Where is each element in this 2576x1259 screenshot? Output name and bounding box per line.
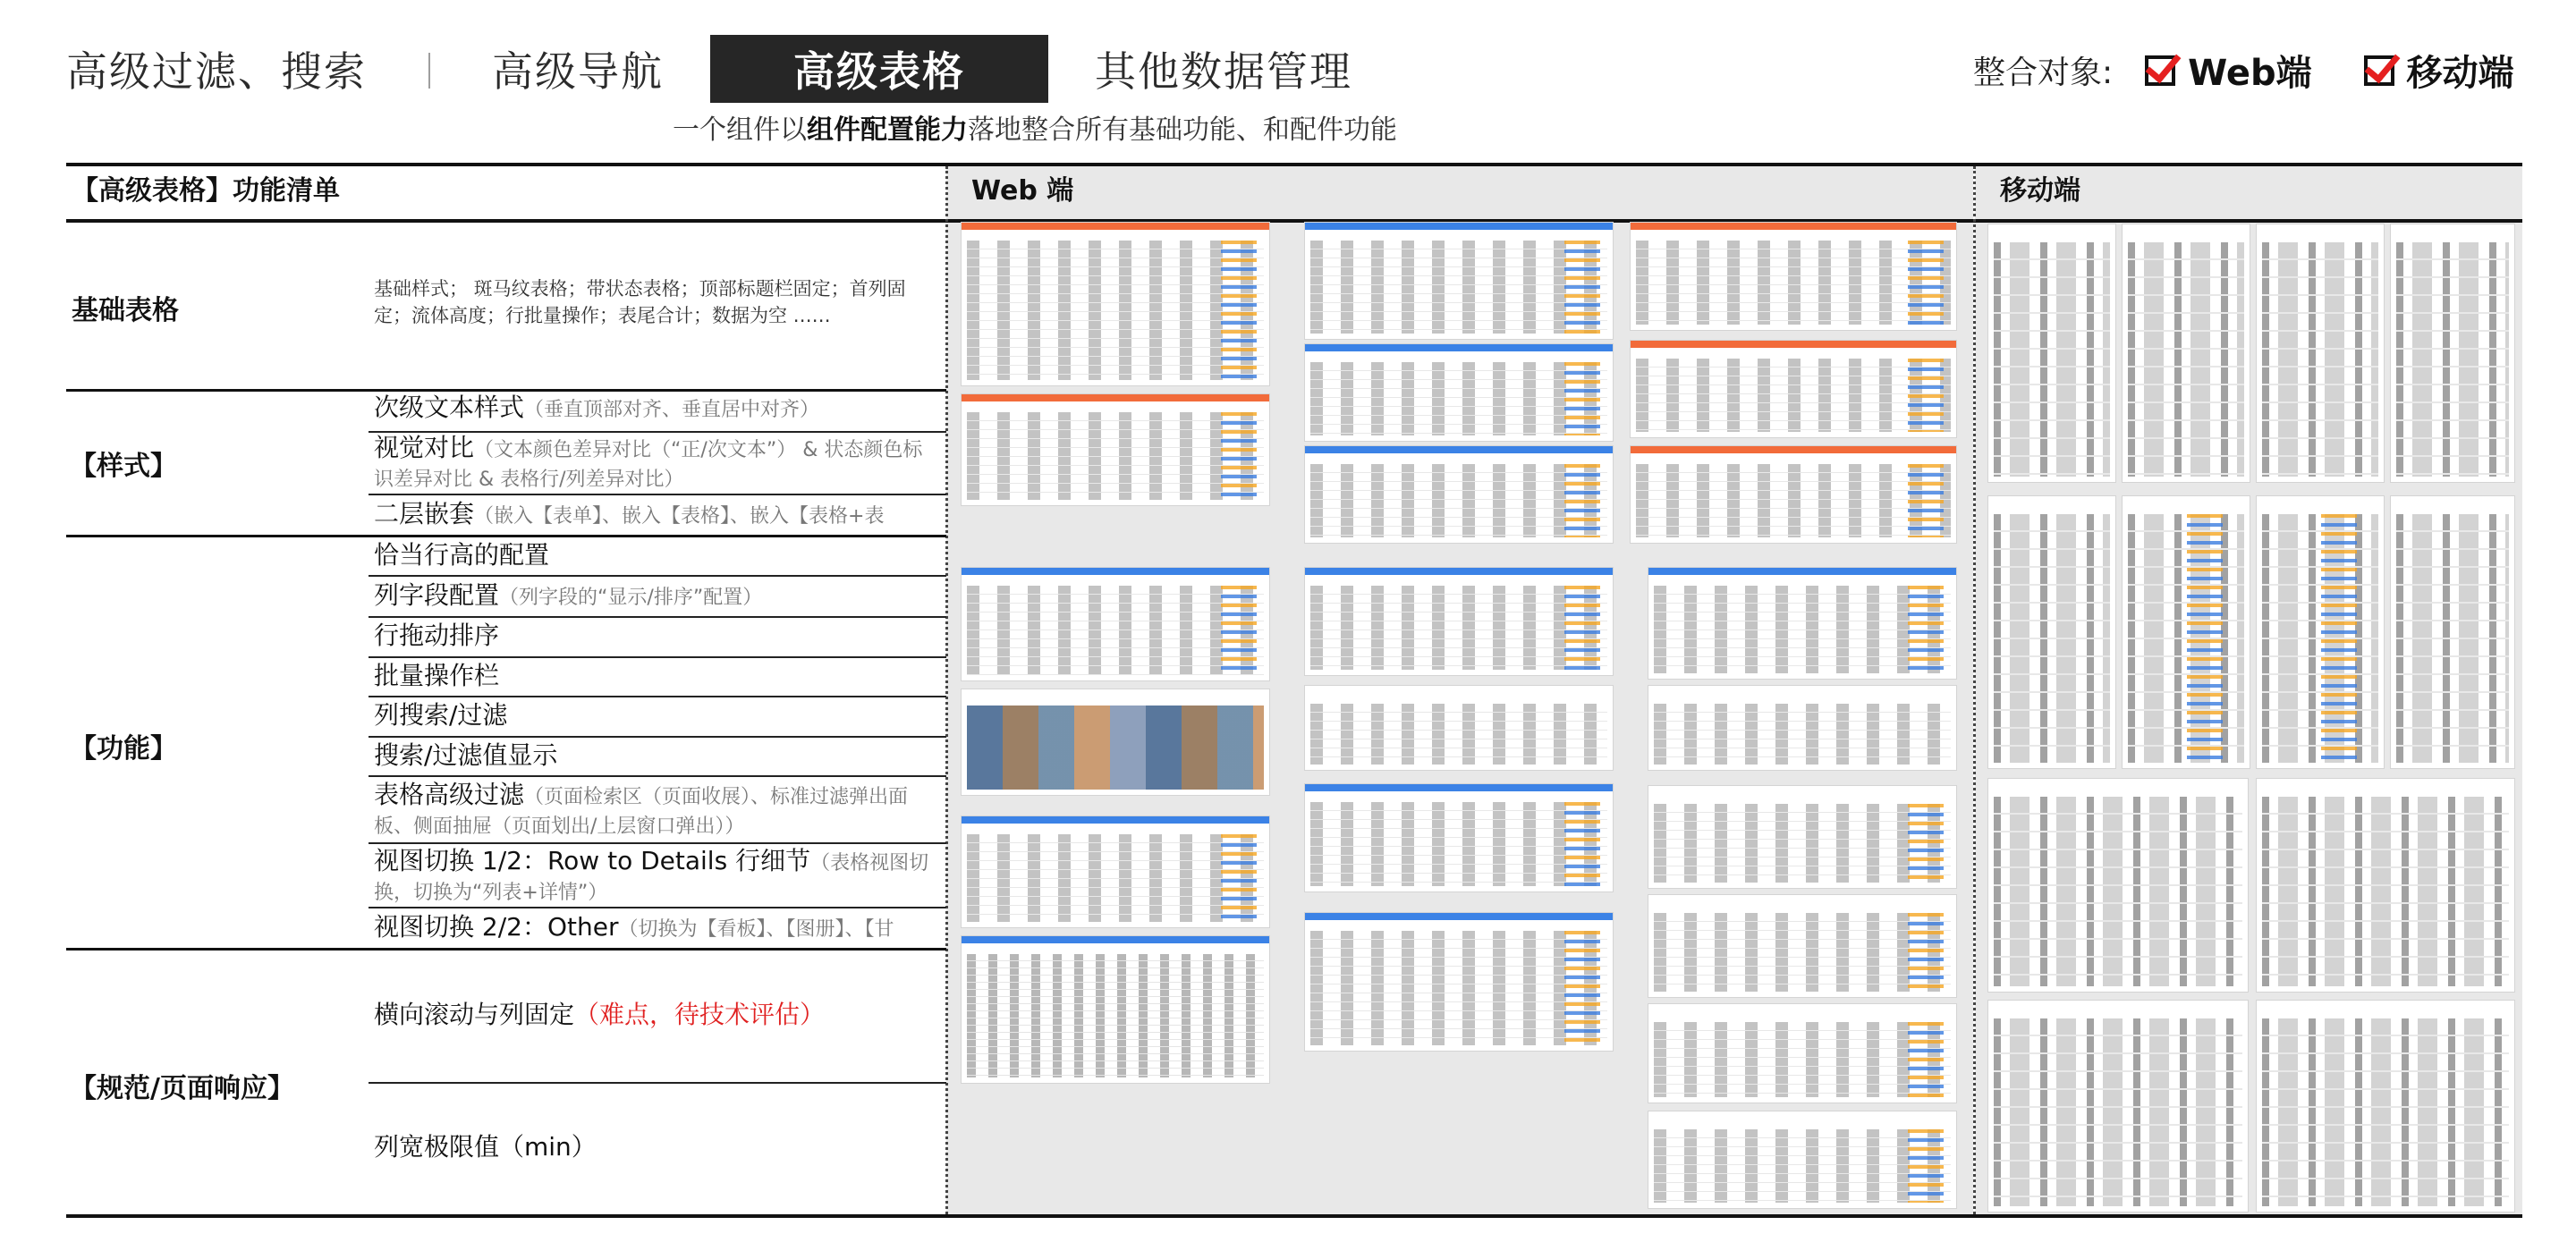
web-table-screenshot xyxy=(1304,567,1614,676)
function-item: 搜索/过滤值显示 xyxy=(374,742,558,770)
nav-advanced-navigation[interactable]: 高级导航 xyxy=(492,47,664,96)
target-web: Web端 xyxy=(2188,53,2312,94)
web-table-screenshot xyxy=(1648,567,1957,680)
mobile-screenshot xyxy=(2256,1000,2515,1213)
web-table-screenshot xyxy=(1630,222,1957,331)
category-basic-table: 基础表格 xyxy=(72,295,179,326)
column-header-web: Web 端 xyxy=(971,175,1074,207)
category-style: 【样式】 xyxy=(70,451,177,482)
top-nav xyxy=(66,34,1352,104)
web-table-screenshot xyxy=(1304,685,1614,771)
target-label: 整合对象: xyxy=(1973,55,2114,91)
web-table-screenshot xyxy=(1304,343,1614,442)
function-item: 恰当行高的配置 xyxy=(374,542,550,570)
table-header-rule xyxy=(66,219,2522,223)
row-divider xyxy=(369,616,946,618)
web-table-screenshot xyxy=(1304,912,1614,1052)
web-table-screenshot xyxy=(961,222,1270,386)
group-divider xyxy=(66,948,946,951)
web-column-divider xyxy=(945,166,948,1214)
web-table-screenshot xyxy=(1648,894,1957,998)
row-divider xyxy=(369,842,946,844)
web-table-screenshot xyxy=(961,393,1270,506)
group-divider xyxy=(66,535,946,537)
mobile-screenshot xyxy=(2390,495,2515,769)
web-table-screenshot xyxy=(1648,1003,1957,1103)
checkbox-checked-icon[interactable] xyxy=(2364,55,2394,86)
web-table-screenshot xyxy=(961,567,1270,681)
category-spec: 【规范/页面响应】 xyxy=(70,1073,294,1104)
target-mobile: 移动端 xyxy=(2406,53,2514,94)
mobile-screenshot xyxy=(2122,224,2250,483)
function-item: 列搜索/过滤 xyxy=(374,702,508,730)
mobile-screenshot xyxy=(2256,495,2385,769)
row-divider xyxy=(369,494,946,495)
row-divider xyxy=(369,575,946,577)
table-bottom-rule xyxy=(66,1214,2522,1218)
integration-target xyxy=(1973,45,2514,96)
function-item: 列字段配置（列字段的“显示/排序”配置） xyxy=(374,582,763,610)
web-table-screenshot xyxy=(1630,340,1957,438)
style-item: 视觉对比（文本颜色差异对比（“正/次文本”） & 状态颜色标识差异对比 & 表格行/列差异对比） xyxy=(374,435,923,491)
style-item: 二层嵌套（嵌入【表单】、嵌入【表格】、嵌入【表格+表 xyxy=(374,501,885,528)
nav-advanced-filter[interactable]: 高级过滤、搜索 xyxy=(66,47,367,96)
column-header-features: 【高级表格】功能清单 xyxy=(72,175,340,207)
row-divider xyxy=(369,1082,946,1084)
web-table-screenshot xyxy=(1648,785,1957,889)
web-table-screenshot xyxy=(1648,685,1957,771)
mobile-screenshot xyxy=(1987,778,2249,993)
checkbox-checked-icon[interactable] xyxy=(2145,55,2175,86)
web-form-screenshot xyxy=(961,935,1270,1084)
column-header-mobile: 移动端 xyxy=(2000,175,2080,207)
function-item: 行拖动排序 xyxy=(374,622,500,650)
row-divider xyxy=(369,656,946,658)
nav-other-data-management[interactable]: 其他数据管理 xyxy=(1095,47,1352,96)
web-table-screenshot xyxy=(1304,783,1614,892)
web-table-screenshot xyxy=(1304,222,1614,340)
function-item: 表格高级过滤（页面检索区（页面收展）、标准过滤弹出面板、侧面抽屉（页面划出/上层窗口弹出）） xyxy=(374,782,909,838)
table-top-rule xyxy=(66,163,2522,166)
web-table-screenshot xyxy=(961,815,1270,928)
mobile-screenshot xyxy=(1987,1000,2249,1213)
web-table-screenshot xyxy=(1304,445,1614,544)
spec-item: 横向滚动与列固定（难点，待技术评估） xyxy=(374,1001,826,1029)
mobile-screenshot xyxy=(1987,495,2116,769)
style-item: 次级文本样式（垂直顶部对齐、垂直居中对齐） xyxy=(374,394,820,422)
function-item: 批量操作栏 xyxy=(374,663,500,690)
row-divider xyxy=(369,907,946,908)
function-item: 视图切换 1/2：Row to Details 行细节（表格视图切换，切换为“列表+详情”） xyxy=(374,848,929,904)
row-divider xyxy=(369,775,946,777)
mobile-column-divider xyxy=(1973,166,1976,1214)
nav-advanced-table-active[interactable]: 高级表格 xyxy=(710,35,1048,103)
basic-table-description: 基础样式； 斑马纹表格；带状态表格；顶部标题栏固定；首列固定；流体高度；行批量操作；表尾合计；数据为空 …… xyxy=(374,278,906,326)
page-subtitle xyxy=(673,107,1397,147)
subtitle-pre: 一个组件以 xyxy=(673,114,807,146)
mobile-screenshot xyxy=(2256,224,2385,483)
row-divider xyxy=(369,696,946,697)
spec-item: 列宽极限值（min） xyxy=(374,1134,597,1162)
row-divider xyxy=(369,431,946,433)
nav-separator: ｜ xyxy=(411,51,447,93)
function-item: 视图切换 2/2：Other（切换为【看板】、【图册】、【甘 xyxy=(374,914,894,942)
mobile-screenshot xyxy=(2256,778,2515,993)
subtitle-post: 落地整合所有基础功能、和配件功能 xyxy=(968,114,1397,146)
group-divider xyxy=(66,389,946,392)
mobile-screenshot xyxy=(2122,495,2250,769)
category-function: 【功能】 xyxy=(70,733,177,765)
mobile-screenshot xyxy=(2390,224,2515,483)
web-gallery-screenshot xyxy=(961,689,1270,796)
web-table-screenshot xyxy=(1630,445,1957,544)
mobile-screenshot xyxy=(1987,224,2116,483)
row-divider xyxy=(369,736,946,738)
web-table-screenshot xyxy=(1648,1111,1957,1209)
subtitle-bold: 组件配置能力 xyxy=(807,114,968,146)
